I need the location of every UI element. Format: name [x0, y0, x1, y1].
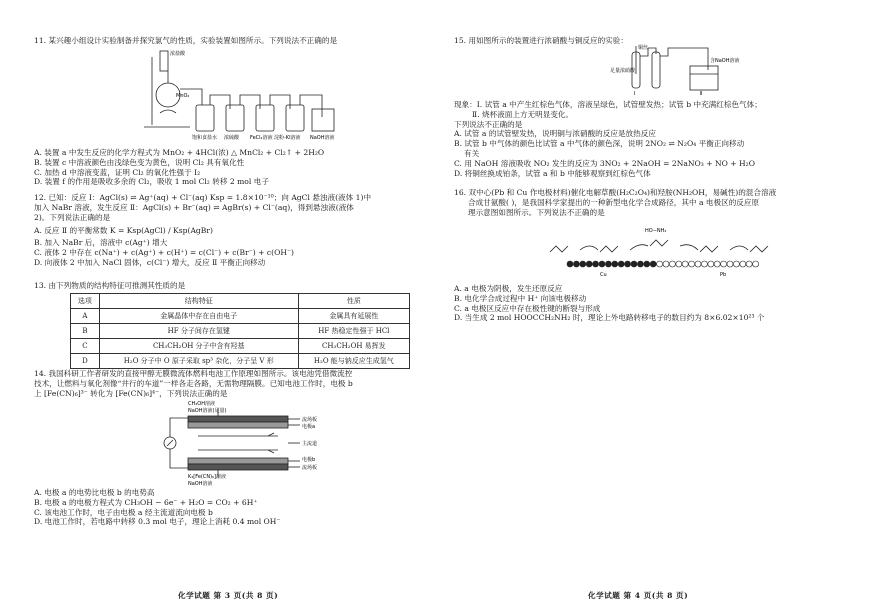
pb-atom: [746, 261, 752, 267]
option: B. 试管 b 中气体的颜色比试管 a 中气体的颜色深，说明 2NO₂ ⇌ N₂O₄ 平衡正向移动: [454, 139, 745, 149]
phenomenon-text: Ⅱ. 烧杯液面上方无明显变化。: [472, 109, 574, 119]
right-page: [440, 0, 865, 615]
fig-label: 足量浓硝酸: [610, 68, 636, 74]
table-cell: H₂O 分子中 O 原子采取 sp³ 杂化，分子呈 V 形: [99, 354, 298, 369]
table-header: 选项: [71, 294, 100, 309]
table-row: [71, 309, 410, 324]
question-13: [34, 281, 185, 291]
fig-label: 饱和食盐水: [192, 135, 218, 141]
question-stem: 技术，让燃料与氧化剂像“井行的车道”一样各走各路，无需物理隔膜。已知电池工作时，电极 b: [34, 378, 353, 388]
properties-table: [70, 293, 410, 369]
cu-atom: [599, 261, 605, 267]
option: C. 加热 d 中溶液变蓝，证明 Cl₂ 的氧化性强于 I₂: [34, 167, 201, 177]
option: C. 该电池工作时，电子由电极 a 经主流道流向电极 b: [34, 507, 213, 517]
fig-label: NaOH溶液: [188, 481, 213, 487]
table-row: [71, 354, 410, 369]
table-header: 性质: [298, 294, 409, 309]
table-cell: B: [71, 324, 100, 339]
fig-label: K₃[Fe(CN)₆]溶液: [188, 474, 227, 480]
fig-label: Ⅱ: [700, 91, 703, 97]
option: 有关: [464, 148, 480, 158]
question-11-options: [34, 148, 324, 187]
pb-atom: [753, 261, 759, 267]
question-stem: 12. 已知：反应 Ⅰ：AgCl(s) ⇌ Ag⁺(aq) + Cl⁻(aq) Ksp = 1.8×10⁻¹⁰；向 AgCl 悬浊液(液体 1)中: [34, 193, 372, 202]
pb-atom: [695, 261, 701, 267]
option: D. 当生成 2 mol HOOCCH₂NH₂ 时，理论上外电路转移电子的数目约为 8×6.02×10²³ 个: [454, 313, 765, 323]
option: C. 用 NaOH 溶液吸收 NO₂ 发生的反应为 3NO₂ + 2NaOH = 2NaNO₃ + NO + H₂O: [454, 158, 755, 168]
pb-atom: [701, 261, 707, 267]
pb-atom: [669, 261, 675, 267]
table-cell: H₂O 能与钠反应生成氢气: [298, 354, 409, 369]
table-cell: D: [71, 354, 100, 369]
option: B. 电极 a 的电极方程式为 CH₃OH − 6e⁻ + H₂O = CO₂ + 6H⁺: [34, 497, 258, 507]
question-16: [454, 188, 776, 217]
fig-label: NaOH溶液(足量): [188, 408, 227, 414]
cu-atom: [631, 261, 637, 267]
page-footer: 化学试题 第 3 页(共 8 页): [178, 591, 279, 600]
option: D. 将铜丝换成铂条，试管 a 和 b 中能够观察到红棕色气体: [454, 168, 651, 178]
cu-atom: [567, 261, 573, 267]
question-stem: 加入 NaBr 溶液，发生反应 Ⅱ：AgCl(s) + Br⁻(aq) ⇌ AgBr(s) + Cl⁻(aq)，得到悬浊液(液体: [34, 202, 354, 212]
option: C. 液体 2 中存在 c(Na⁺) + c(Ag⁺) + c(H⁺) = c(Cl⁻) + c(Br⁻) + c(OH⁻): [34, 247, 294, 257]
pb-atom: [663, 261, 669, 267]
pb-atom: [689, 261, 695, 267]
pb-atom: [676, 261, 682, 267]
option: B. 加入 NaBr 后，溶液中 c(Ag⁺) 增大: [34, 238, 168, 248]
phenomenon-text: 现象：Ⅰ. 试管 a 中产生红棕色气体，溶液呈绿色，试管壁发热；试管 b 中充满红棕色气体；: [454, 100, 762, 109]
question-12: [34, 193, 371, 268]
nitric-acid-apparatus-figure: [610, 44, 740, 97]
electrode-surface: [567, 261, 759, 267]
question-stem: 下列说法不正确的是: [454, 119, 523, 129]
question-16-options: [454, 284, 765, 323]
table-cell: HF 热稳定性强于 HCl: [298, 324, 409, 339]
option: D. 装置 f 的作用是吸收多余的 Cl₂，吸收 1 mol Cl₂ 转移 2 mol 电子: [34, 177, 269, 187]
option: A. 反应 Ⅱ 的平衡常数 K = Ksp(AgCl) / Ksp(AgBr): [34, 226, 213, 236]
cu-atom: [637, 261, 643, 267]
fig-label: 流场板: [302, 465, 318, 471]
question-15-body: [454, 100, 762, 178]
electrode-mechanism-figure: [540, 222, 790, 278]
question-11: [34, 36, 337, 46]
chlorine-apparatus-figure: [140, 47, 340, 145]
table-cell: C: [71, 339, 100, 354]
question-stem: 11. 某兴趣小组设计实验制备并探究氯气的性质，实验装置如图所示。下列说法不正确的是: [34, 36, 338, 45]
cu-atom: [650, 261, 656, 267]
option: D. 电池工作时，若电路中转移 0.3 mol 电子，理论上消耗 0.4 mol OH⁻: [34, 517, 281, 527]
fig-label: HO−NH₂: [645, 228, 667, 234]
table-cell: 金属具有延展性: [298, 309, 409, 324]
fuel-cell-figure: [158, 400, 338, 486]
table-cell: 金属晶体中存在自由电子: [99, 309, 298, 324]
page-footer: 化学试题 第 4 页(共 8 页): [588, 591, 689, 600]
question-stem: 16. 双中心(Pb 和 Cu 作电极材料)催化电解草酸(H₂C₂O₄)和羟胺(NH₂OH，易碱性)的混合溶液: [454, 188, 777, 197]
table-row: [71, 324, 410, 339]
option: C. a 电极区反应中存在极性键的断裂与形成: [454, 303, 601, 313]
question-15: [454, 36, 628, 46]
pb-atom: [721, 261, 727, 267]
question-stem: 2)。下列说法正确的是: [34, 212, 111, 222]
fig-label: 含NaOH溶液: [710, 58, 740, 64]
option: D. 向液体 2 中加入 NaCl 固体，c(Cl⁻) 增大，反应 Ⅱ 平衡正向移动: [34, 257, 266, 267]
pb-atom: [657, 261, 663, 267]
cu-atom: [580, 261, 586, 267]
cu-atom: [593, 261, 599, 267]
cu-atom: [586, 261, 592, 267]
fig-label: 浓硫酸: [224, 135, 240, 141]
cu-atom: [644, 261, 650, 267]
pb-atom: [708, 261, 714, 267]
option: A. 电极 a 的电势比电极 b 的电势高: [34, 488, 155, 497]
question-stem: 合成甘氨酸( )，是我国科学家提出的一种新型电化学合成路径，其中 a 电极区的反应原: [468, 197, 760, 207]
table-header-row: [71, 294, 410, 309]
left-page: [0, 0, 425, 615]
fig-label: 电极a: [302, 424, 316, 430]
question-stem: 14. 我国科研工作者研发的直接甲醇无膜微流体燃料电池工作原理如图所示。该电池凭借微流控: [34, 369, 353, 378]
cu-atom: [618, 261, 624, 267]
table-row: [71, 339, 410, 354]
fig-label: Pb: [720, 272, 727, 278]
question-14: [34, 369, 353, 398]
option: B. 装置 c 中溶液颜色由浅绿色变为黄色，说明 Cl₂ 具有氧化性: [34, 157, 245, 167]
fig-label: CH₃OH溶液: [188, 401, 215, 407]
table-cell: CH₃CH₂OH 分子中含有羟基: [99, 339, 298, 354]
fig-label: 铜丝: [638, 45, 649, 51]
pb-atom: [733, 261, 739, 267]
fig-label: NaOH溶液: [310, 135, 335, 141]
table-header: 结构特征: [99, 294, 298, 309]
cu-atom: [625, 261, 631, 267]
table-cell: A: [71, 309, 100, 324]
fig-label: Ⅰ: [634, 91, 636, 97]
question-stem: 15. 用如图所示的装置进行浓硝酸与铜反应的实验：: [454, 36, 628, 45]
fig-label: FeCl₂溶液: [250, 135, 273, 141]
cu-atom: [573, 261, 579, 267]
fig-label: 浓盐酸: [170, 51, 186, 57]
option: A. 试管 a 的试管壁发热，说明铜与浓硝酸的反应是放热反应: [454, 129, 656, 139]
pb-atom: [727, 261, 733, 267]
fig-label: 主流道: [302, 441, 318, 447]
table-cell: CH₃CH₂OH 易挥发: [298, 339, 409, 354]
option: A. 装置 a 中发生反应的化学方程式为 MnO₂ + 4HCl(浓) △ MnCl₂ + Cl₂↑ + 2H₂O: [34, 148, 325, 157]
question-stem: 13. 由下列物质的结构特征可推测其性质的是: [34, 281, 186, 290]
question-14-options: [34, 488, 280, 527]
pb-atom: [682, 261, 688, 267]
cu-atom: [612, 261, 618, 267]
option: A. a 电极为阴极，发生还原反应: [454, 284, 563, 293]
fig-label: 电极b: [302, 457, 316, 463]
fig-label: 淀粉-KI溶液: [274, 135, 301, 141]
question-stem: 上 [Fe(CN)₆]³⁻ 转化为 [Fe(CN)₆]⁴⁻，下列说法正确的是: [34, 388, 228, 398]
fig-label: MnO₂: [176, 93, 190, 99]
cu-atom: [605, 261, 611, 267]
table-cell: HF 分子间存在氢键: [99, 324, 298, 339]
fig-label: 流场板: [302, 417, 318, 423]
option: B. 电化学合成过程中 H⁺ 向该电极移动: [454, 293, 587, 303]
pb-atom: [714, 261, 720, 267]
pb-atom: [740, 261, 746, 267]
question-stem: 理示意图如图所示。下列说法不正确的是: [468, 207, 605, 217]
fig-label: Cu: [600, 272, 607, 278]
